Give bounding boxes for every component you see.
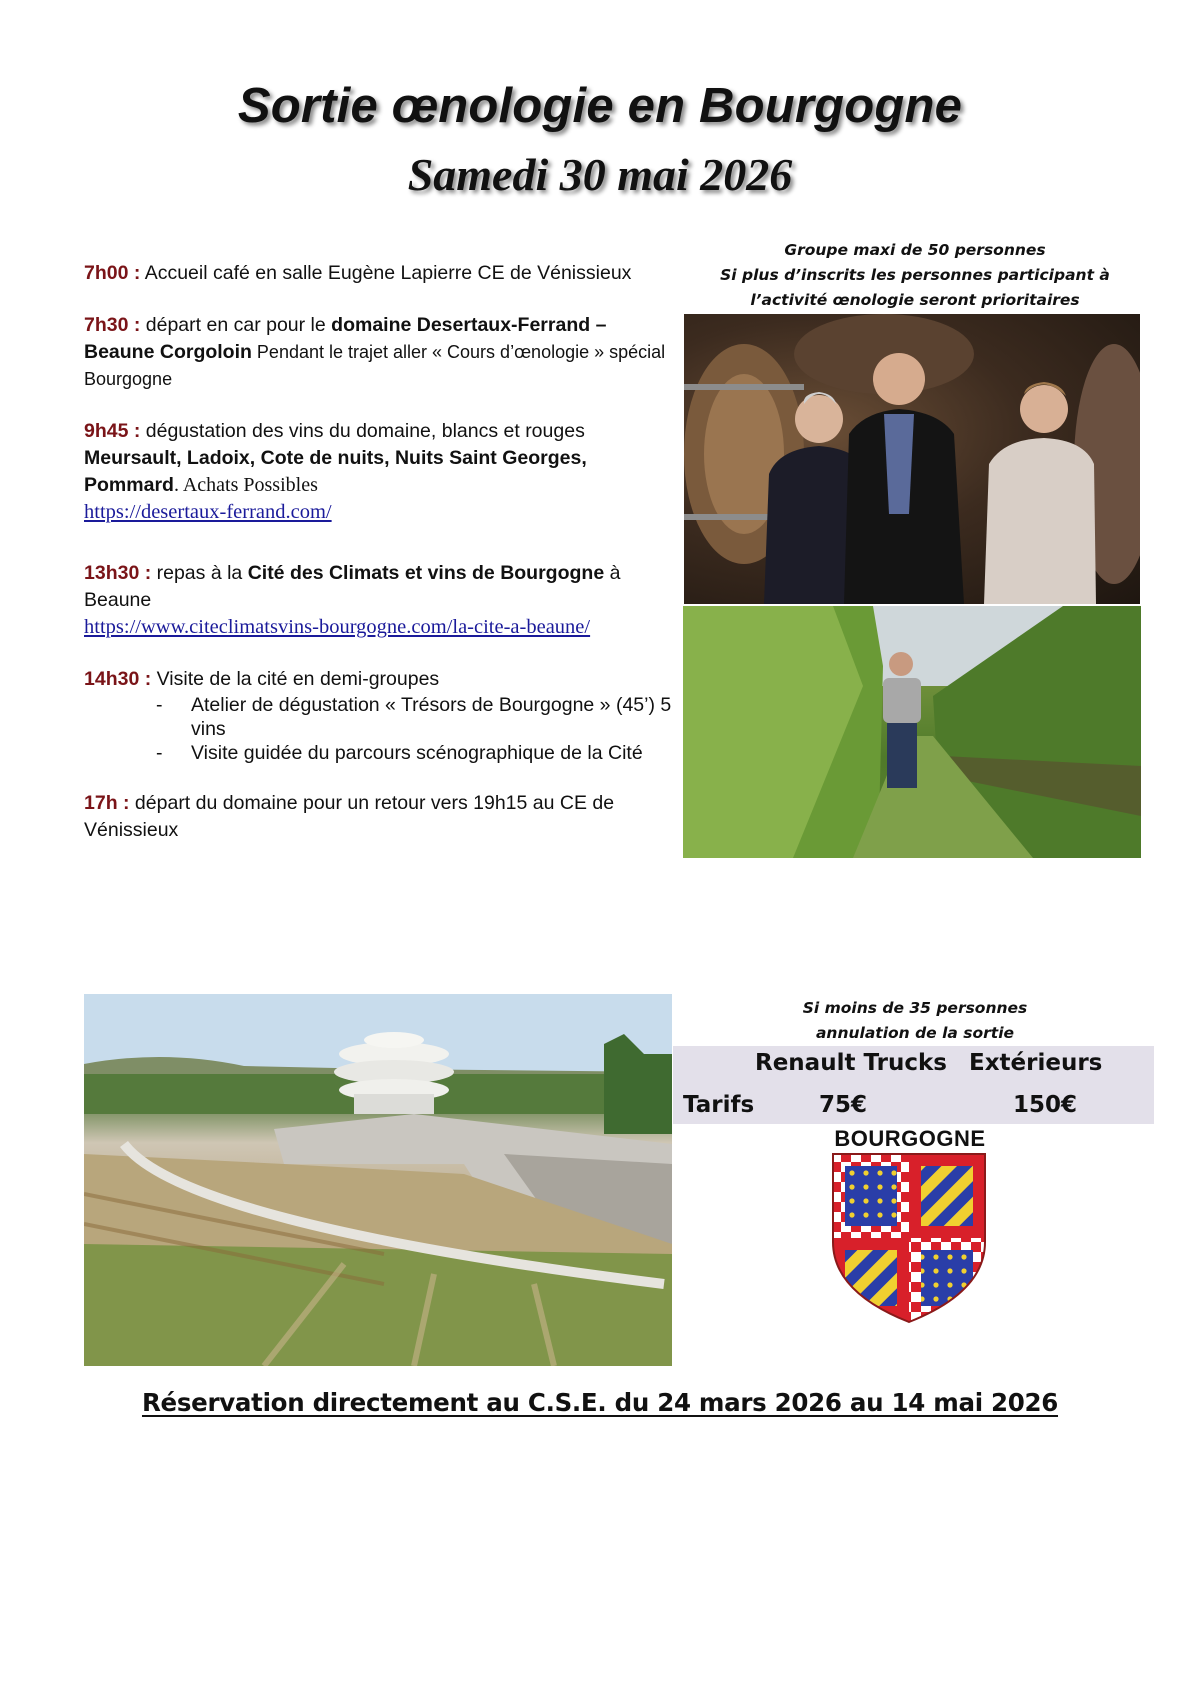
item-text: Accueil café en salle Eugène Lapierre CE de Vénissieux bbox=[140, 262, 632, 284]
time-label: 7h30 : bbox=[84, 314, 141, 336]
sub-activity: - Atelier de dégustation « Trésors de Bourgogne » (45’) 5 vins bbox=[156, 694, 672, 740]
price-exterieurs: 150€ bbox=[1013, 1092, 1078, 1118]
schedule-item-1330 bbox=[84, 560, 674, 641]
bourgogne-coat-of-arms-icon bbox=[831, 1152, 987, 1324]
cite-building-scene-icon bbox=[84, 994, 672, 1366]
wine-list: Meursault, Ladoix, Cote de nuits, Nuits Saint Georges, Pommard bbox=[84, 447, 587, 496]
price-table bbox=[673, 1046, 1154, 1124]
domain-name: domaine Desertaux-Ferrand – Beaune Corgoloin bbox=[84, 314, 607, 363]
time-label: 13h30 : bbox=[84, 562, 152, 584]
schedule-item-0945 bbox=[84, 418, 674, 526]
schedule-item-0730 bbox=[84, 312, 674, 393]
dash-bullet: - bbox=[156, 694, 163, 716]
row-label-tarifs: Tarifs bbox=[683, 1092, 755, 1118]
schedule-item-0700 bbox=[84, 260, 674, 287]
reservation-period: Réservation directement au C.S.E. du 24 mars 2026 au 14 mai 2026 bbox=[141, 1388, 1059, 1417]
item-text: Visite de la cité en demi-groupes bbox=[151, 668, 440, 690]
column-header-renault-trucks: Renault Trucks bbox=[755, 1050, 947, 1076]
dash-bullet: - bbox=[156, 742, 163, 764]
crest-title: BOURGOGNE bbox=[834, 1126, 986, 1151]
item-text-extra: Pendant le trajet aller « Cours d’œnologie » spécial Bourgogne bbox=[84, 342, 666, 389]
price-renault-trucks: 75€ bbox=[819, 1092, 868, 1118]
sub-activity-list bbox=[84, 693, 674, 765]
domain-website-link[interactable]: https://desertaux-ferrand.com/ bbox=[84, 501, 332, 523]
item-text: départ du domaine pour un retour vers 19h15 au CE de Vénissieux bbox=[84, 792, 615, 841]
sub-activity: - Visite guidée du parcours scénographique de la Cité bbox=[156, 742, 643, 764]
cite-website-link[interactable]: https://www.citeclimatsvins-bourgogne.com/la-cite-a-beaune/ bbox=[84, 616, 591, 638]
item-text: départ en car pour le bbox=[140, 314, 332, 336]
vineyard-photo bbox=[683, 606, 1141, 858]
event-date: Samedi 30 mai 2026 bbox=[407, 149, 793, 200]
time-label: 7h00 : bbox=[84, 262, 141, 284]
venue-name: Cité des Climats et vins de Bourgogne bbox=[247, 562, 605, 584]
cite-des-climats-photo bbox=[84, 994, 672, 1366]
schedule-item-1700 bbox=[84, 790, 674, 844]
item-text: repas à la bbox=[151, 562, 248, 584]
winemakers-family-photo bbox=[684, 314, 1140, 604]
vineyard-scene-icon bbox=[683, 606, 1141, 858]
time-label: 17h : bbox=[84, 792, 130, 814]
column-header-exterieurs: Extérieurs bbox=[969, 1050, 1103, 1076]
time-label: 14h30 : bbox=[84, 668, 152, 690]
schedule bbox=[84, 260, 674, 869]
cancellation-notice: Si moins de 35 personnes annulation de la sortie bbox=[802, 999, 1028, 1042]
item-text-extra: à Beaune bbox=[84, 562, 621, 611]
time-label: 9h45 : bbox=[84, 420, 141, 442]
schedule-item-1430 bbox=[84, 666, 674, 765]
page-title: Sortie œnologie en Bourgogne bbox=[237, 79, 963, 133]
item-text: dégustation des vins du domaine, blancs et rouges bbox=[140, 420, 585, 442]
group-size-notice: Groupe maxi de 50 personnes Si plus d’inscrits les personnes participant à l’activité œnologie seront prioritaires bbox=[720, 241, 1110, 309]
cellar-scene-icon bbox=[684, 314, 1140, 604]
purchase-note: . Achats Possibles bbox=[173, 474, 318, 496]
